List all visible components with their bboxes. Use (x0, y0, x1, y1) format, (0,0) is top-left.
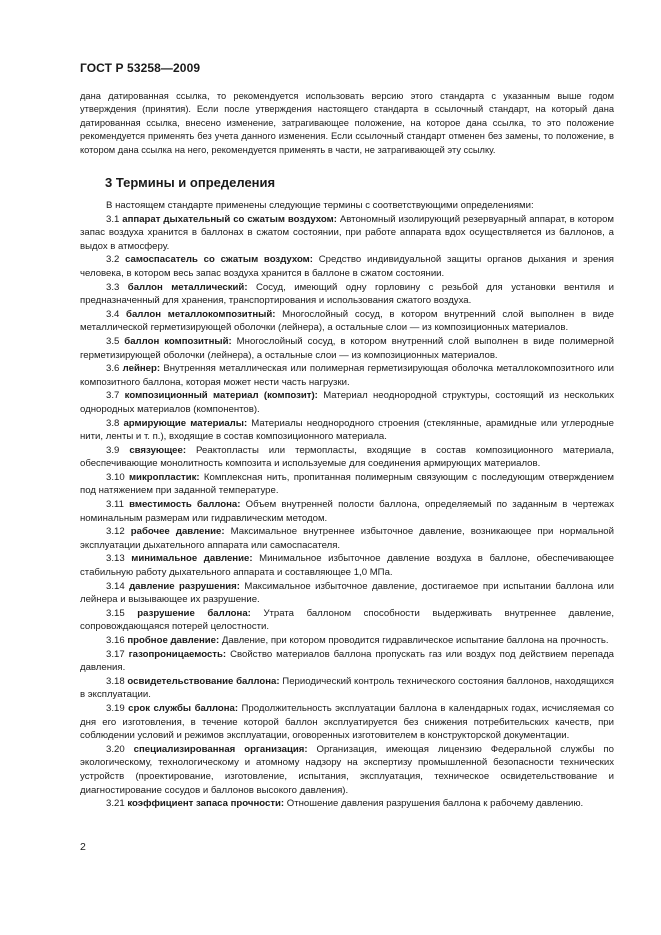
term-definition: Утрата баллоном способности выдерживать внутреннее давление, сопровождающаяся потерей целостности. (80, 607, 615, 633)
term-name: аппарат дыхательный со сжатым воздухом: (122, 213, 337, 225)
section-title: 3 Термины и определения (105, 175, 276, 190)
term-paragraph (80, 498, 614, 525)
term-definition: Сосуд, имеющий одну горловину с резьбой для установки вентиля и предназначенный для хранения, транспортирования и использования сжатого воздуха. (80, 281, 614, 307)
term-paragraph (80, 607, 614, 634)
term-definition: Давление, при котором проводится гидравлическое испытание баллона на прочность. (221, 635, 609, 646)
term-definition: Объем внутренней полости баллона, определяемый по заданным в чертежах номинальным размерам или гидравлическим методом. (80, 499, 615, 524)
term-definition: Материалы неоднородного строения (стеклянные, арамидные или углеродные нити, ленты и т. п.), входящие в состав композиционного материала. (80, 417, 614, 443)
page-number: 2 (80, 841, 86, 853)
term-paragraph (80, 253, 614, 280)
term-number: 3.9 (106, 444, 120, 456)
term-name: самоспасатель со сжатым воздухом: (125, 254, 313, 266)
term-number: 3.3 (106, 281, 120, 293)
term-number: 3.7 (106, 390, 120, 402)
terms-container (80, 213, 614, 811)
term-number: 3.4 (106, 308, 120, 320)
term-paragraph (80, 389, 614, 416)
term-paragraph (80, 213, 614, 254)
term-number: 3.5 (106, 335, 120, 347)
term-name: срок службы баллона: (128, 702, 239, 714)
term-paragraph (80, 281, 614, 308)
term-definition: Периодический контроль технического состояния баллонов, находящихся в эксплуатации. (80, 675, 614, 701)
term-name: газопроницаемость: (128, 648, 227, 660)
term-name: баллон металлокомпозитный: (126, 308, 276, 320)
term-number: 3.2 (106, 254, 120, 266)
term-number: 3.1 (106, 213, 120, 225)
term-name: баллон композитный: (124, 335, 232, 347)
term-paragraph (80, 634, 614, 648)
term-number: 3.13 (106, 553, 125, 565)
term-definition: Материал неоднородной структуры, состоящий из нескольких однородных материалов (компонентов). (80, 390, 614, 415)
term-paragraph (80, 743, 614, 797)
term-paragraph (80, 797, 614, 811)
term-paragraph (80, 335, 614, 362)
term-definition: Свойство материалов баллона пропускать газ или воздух под действием перепада давления. (80, 648, 614, 674)
term-number: 3.12 (106, 526, 125, 538)
term-name: коэффициент запаса прочности: (127, 798, 285, 810)
term-name: вместимость баллона: (129, 499, 241, 511)
term-number: 3.16 (106, 635, 125, 646)
term-name: композиционный материал (композит): (124, 390, 318, 402)
term-name: армирующие материалы: (123, 417, 248, 429)
term-name: разрушение баллона: (137, 607, 251, 619)
term-paragraph (80, 675, 614, 702)
term-number: 3.8 (106, 417, 120, 429)
term-name: пробное давление: (127, 635, 220, 646)
term-number: 3.10 (106, 471, 125, 483)
term-number: 3.15 (106, 607, 125, 619)
term-definition: Максимальное внутреннее избыточное давление, возникающее при нормальной эксплуатации дыхательного аппарата или самоспасателя. (80, 526, 614, 551)
term-number: 3.14 (106, 580, 125, 592)
term-definition: Многослойный сосуд, в котором внутренний слой выполнен в виде полимерной герметизирующей оболочки (лейнера), а остальные слои — из композиционных материалов. (80, 335, 614, 361)
term-number: 3.17 (106, 648, 125, 660)
term-name: лейнер: (122, 363, 161, 375)
term-paragraph (80, 471, 614, 498)
term-name: баллон металлический: (127, 281, 248, 293)
terms-list (80, 199, 614, 811)
term-name: давление разрушения: (129, 580, 240, 592)
term-name: минимальное давление: (131, 553, 253, 565)
term-number: 3.21 (106, 798, 125, 810)
term-paragraph (80, 525, 614, 552)
term-definition: Продолжительность эксплуатации баллона в календарных годах, исчисляемая со дня его изготовления, в течение которой баллон эксплуатируется без снижения потребительских качеств, при соблюдении условий и режимов эксплуатации, оговоренных изготовителем в конструкторской документации. (80, 702, 614, 742)
term-paragraph (80, 444, 614, 471)
term-definition: Комплексная нить, пропитанная полимерным связующим с последующим отверждением под натяжением при заданной температуре. (80, 471, 614, 497)
term-name: связующее: (129, 444, 187, 456)
term-paragraph (80, 648, 614, 675)
term-number: 3.19 (106, 702, 125, 714)
term-definition: Максимальное избыточное давление, достигаемое при испытании баллона или лейнера и вызывающее их разрушение. (80, 580, 614, 606)
term-name: освидетельствование баллона: (127, 675, 280, 687)
term-definition: Многослойный сосуд, в котором внутренний слой выполнен в виде металлической герметизирующей оболочки (лейнера), а остальные слои — из композиционных материалов. (80, 308, 615, 334)
intro-paragraph: дана датированная ссылка, то рекомендуется использовать версию этого стандарта с указанным выше годом утверждения (принятия). Если после утверждения настоящего стандарта в ссылочный стандарт, на который дана датированная ссылка, внесено изменение, затрагивающее положение, на которое дана ссылка, то это положение рекомендуется применять без учета данного изменения. Если ссылочный стандарт отменен без замены, то положение, в котором дана ссылка на него, рекомендуется применять в части, не затрагивающей эту ссылку. (80, 91, 614, 155)
term-definition: Средство индивидуальной защиты органов дыхания и зрения человека, в котором весь запас воздуха хранится в баллоне в сжатом состоянии. (80, 254, 615, 279)
term-paragraph (80, 417, 614, 444)
term-name: рабочее давление: (130, 526, 225, 538)
term-number: 3.18 (106, 675, 125, 687)
term-definition: Отношение давления разрушения баллона к рабочему давлению. (286, 798, 584, 810)
term-paragraph (80, 308, 614, 335)
term-number: 3.6 (106, 363, 120, 375)
term-definition: Внутренняя металлическая или полимерная герметизирующая оболочка металлокомпозитного или композитного баллона, которая может нести часть нагрузки. (80, 363, 614, 388)
term-paragraph (80, 552, 614, 579)
term-number: 3.20 (106, 743, 125, 755)
term-definition: Реактопласты или термопласты, входящие в состав композиционного материала, обеспечивающие монолитность композита и используемые для соединения армирующих материалов. (80, 444, 615, 470)
term-paragraph (80, 580, 614, 607)
term-definition: Организация, имеющая лицензию Федеральной службы по экологическому, технологическому и атомному надзору на экспертизу промышленной безопасности технических устройств (проектирование, изготовление, испытания, эксплуатация, техническое освидетельствование и диагностирование сосудов и баллонов высокого давления). (80, 743, 614, 796)
term-name: микропластик: (128, 471, 200, 483)
term-paragraph (80, 362, 614, 389)
term-number: 3.11 (106, 499, 124, 511)
term-paragraph (80, 702, 614, 743)
document-header: ГОСТ Р 53258—2009 (80, 61, 201, 75)
term-definition: Автономный изолирующий резервуарный аппарат, в котором запас воздуха хранится в баллонах в сжатом состоянии, при работе аппарата вдох осуществляется из баллонов, а выдох в атмосферу. (80, 213, 615, 252)
term-definition: Минимальное избыточное давление воздуха в баллоне, обеспечивающее стабильную работу дыхательного аппарата и составляющее 1,0 МПа. (80, 553, 614, 579)
lead-paragraph: В настоящем стандарте применены следующие термины с соответствующими определениями: (106, 200, 534, 211)
term-name: специализированная организация: (133, 743, 308, 755)
